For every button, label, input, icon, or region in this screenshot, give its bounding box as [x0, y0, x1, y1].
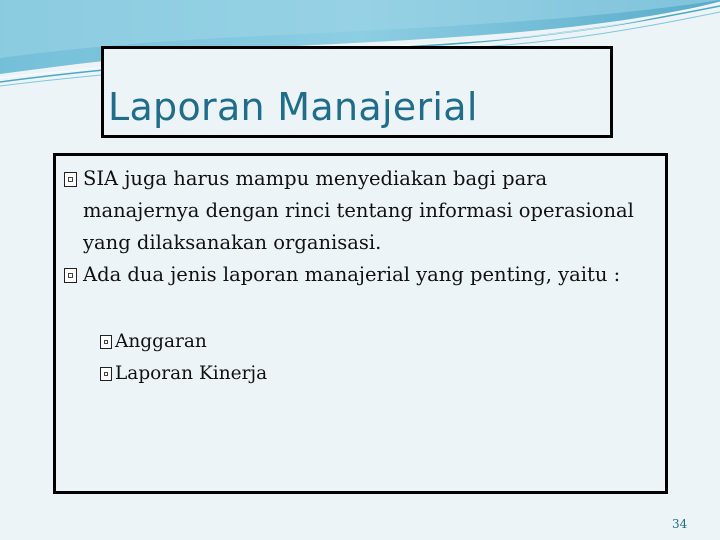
title-box	[101, 46, 613, 138]
box-bullet-icon	[64, 172, 77, 187]
bullet-item	[56, 163, 656, 259]
bullet-list	[56, 163, 656, 291]
sub-bullet-item	[56, 358, 656, 390]
box-bullet-icon	[100, 335, 112, 349]
sub-bullet-text: Anggaran	[115, 331, 207, 352]
sub-bullet-text: Laporan Kinerja	[115, 363, 268, 384]
sub-bullet-list	[56, 326, 656, 390]
bullet-item	[56, 259, 656, 291]
slide-title: Laporan Manajerial	[108, 85, 478, 129]
page-number: 34	[672, 517, 688, 531]
content-box	[53, 153, 668, 494]
sub-bullet-item	[56, 326, 656, 358]
bullet-text: Ada dua jenis laporan manajerial yang penting, yaitu :	[83, 263, 621, 286]
box-bullet-icon	[64, 268, 77, 283]
bullet-text: SIA juga harus mampu menyediakan bagi para manajernya dengan rinci tentang informasi operasional yang dilaksanakan organisasi.	[83, 167, 634, 254]
box-bullet-icon	[100, 367, 112, 381]
